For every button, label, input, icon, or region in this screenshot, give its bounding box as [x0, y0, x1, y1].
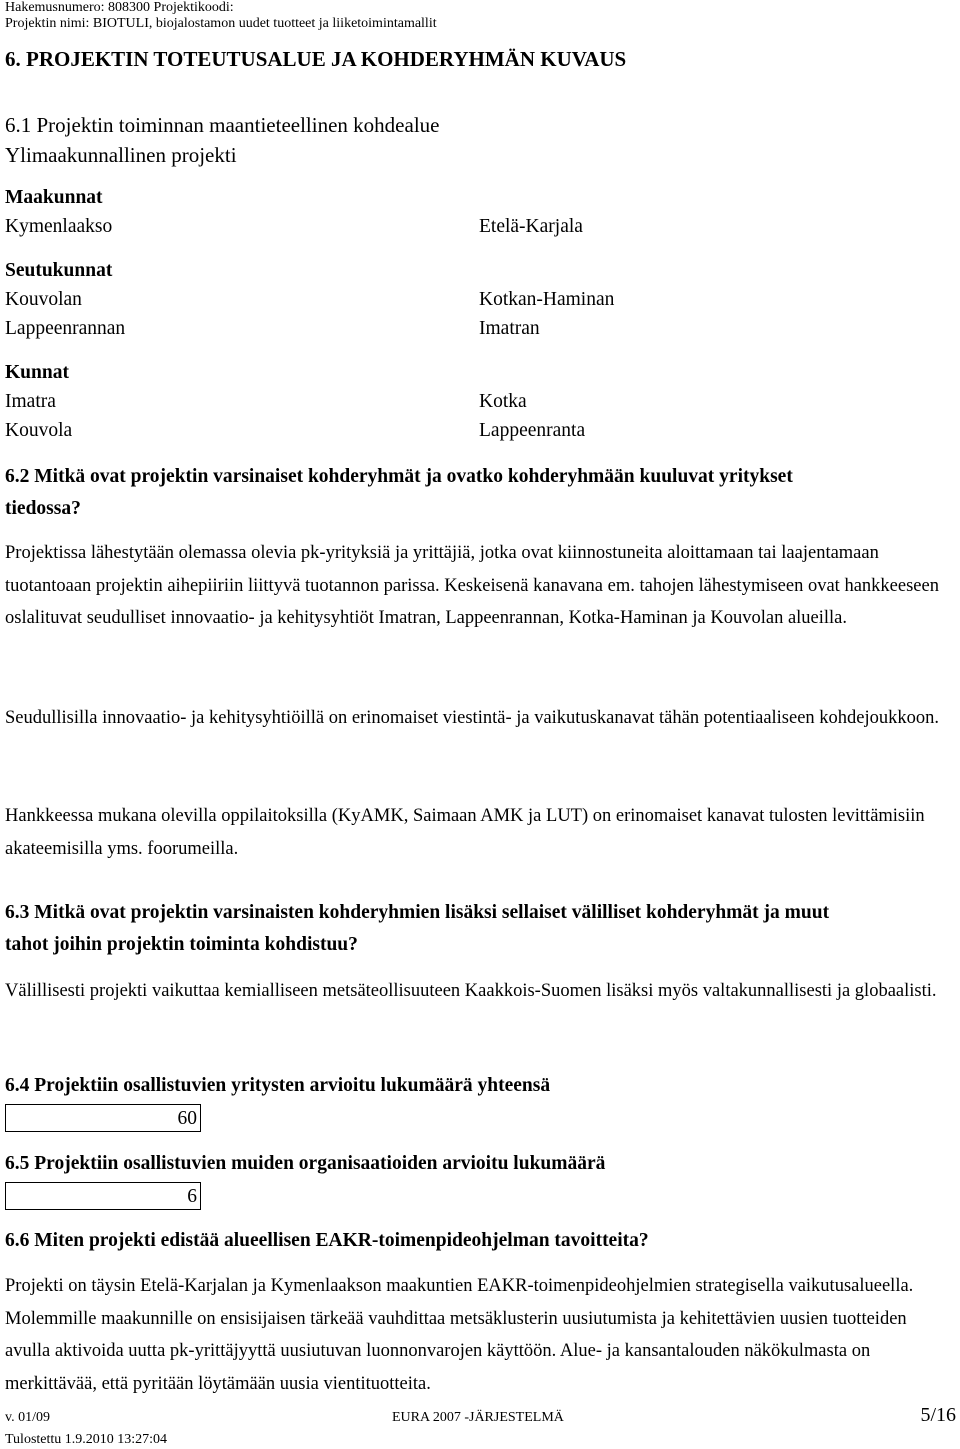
maakunta-item: Etelä-Karjala — [479, 216, 583, 237]
kunta-item: Imatra — [5, 391, 56, 412]
s62-question-cont: tiedossa? — [5, 498, 81, 519]
s61-subtitle: Ylimaakunnallinen projekti — [5, 143, 237, 167]
kunta-item: Kouvola — [5, 420, 73, 441]
s65-value-box — [5, 1182, 201, 1210]
s63-question: 6.3 Mitkä ovat projektin varsinaisten kohderyhmien lisäksi sellaiset välilliset kohderyhmät ja muut — [5, 902, 830, 923]
s62-paragraph: Projektissa lähestytään olemassa olevia pk-yrityksiä ja yrittäjiä, jotka ovat kiinnostuneita aloittamaan tai laajentamaan tuotantoaan projektin aihepiiriin liittyvä tuotannon parissa. Keskeisenä kanavana em. tahojen lähestymiseen ovat hankkeeseen oslalituvat seudulliset innovaatio- ja kehitysyhtiöt Imatran, Lappeenrannan, Kotka-Haminan ja Kouvolan alueilla. — [5, 543, 939, 628]
s66-question: 6.6 Miten projekti edistää alueellisen EAKR-toimenpideohjelman tavoitteita? — [5, 1230, 649, 1251]
s65-question: 6.5 Projektiin osallistuvien muiden organisaatioiden arvioitu lukumäärä — [5, 1153, 606, 1174]
section-title: 6. PROJEKTIN TOTEUTUSALUE JA KOHDERYHMÄN KUVAUS — [5, 47, 627, 71]
footer-version: v. 01/09 — [5, 1410, 50, 1425]
maakunnat-label: Maakunnat — [5, 187, 103, 208]
kunnat-label: Kunnat — [5, 362, 69, 383]
s61-title: 6.1 Projektin toiminnan maantieteellinen kohdealue — [5, 113, 440, 137]
seutukunta-item: Imatran — [479, 318, 540, 339]
s63-question-cont: tahot joihin projektin toiminta kohdistuu? — [5, 934, 358, 955]
footer-printed: Tulostettu 1.9.2010 13:27:04 — [5, 1432, 168, 1447]
seutukunnat-label: Seutukunnat — [5, 260, 113, 281]
maakunta-item: Kymenlaakso — [5, 216, 113, 237]
kunta-item: Kotka — [479, 391, 527, 412]
footer-system: EURA 2007 -JÄRJESTELMÄ — [392, 1410, 564, 1425]
header-project-name: Projektin nimi: BIOTULI, biojalostamon uudet tuotteet ja liiketoimintamallit — [5, 16, 437, 31]
header-application-number: Hakemusnumero: 808300 Projektikoodi: — [5, 0, 234, 15]
s64-question: 6.4 Projektiin osallistuvien yritysten arvioitu lukumäärä yhteensä — [5, 1075, 551, 1096]
s64-value: 60 — [177, 1108, 197, 1129]
kunta-item: Lappeenranta — [479, 420, 586, 441]
s65-value: 6 — [187, 1186, 197, 1207]
seutukunta-item: Kotkan-Haminan — [479, 289, 615, 310]
seutukunta-item: Lappeenrannan — [5, 318, 126, 339]
s66-paragraph: Projekti on täysin Etelä-Karjalan ja Kymenlaakson maakuntien EAKR-toimenpideohjelmien strategisella vaikutusalueella. Molemmille maakunnille on ensisijaisen tärkeää vauhdittaa metsäklusterin uusiutumista ja kehitettävien uusien tuotteiden avulla aktivoida uutta pk-yrittäjyyttä uusiutuvan luonnonvarojen käyttöön. Alue- ja kansantalouden näkökulmasta on merkittävää, että pyritään löytämään uusia vientituotteita. — [5, 1276, 914, 1394]
s64-value-box — [5, 1104, 201, 1132]
footer-page-number: 5/16 — [920, 1404, 956, 1426]
s63-paragraph: Välillisesti projekti vaikuttaa kemialliseen metsäteollisuuteen Kaakkois-Suomen lisäksi myös valtakunnallisesti ja globaalisti. — [5, 981, 937, 1001]
s62-question: 6.2 Mitkä ovat projektin varsinaiset kohderyhmät ja ovatko kohderyhmään kuuluvat yritykset — [5, 466, 793, 487]
s62-paragraph: Hankkeessa mukana olevilla oppilaitoksilla (KyAMK, Saimaan AMK ja LUT) on erinomaiset kanavat tulosten levittämisiin akateemisilla yms. foorumeilla. — [5, 806, 925, 859]
seutukunta-item: Kouvolan — [5, 289, 82, 310]
s62-paragraph: Seudullisilla innovaatio- ja kehitysyhtiöillä on erinomaiset viestintä- ja vaikutuskanavat tähän potentiaaliseen kohdejoukkoon. — [5, 708, 940, 728]
